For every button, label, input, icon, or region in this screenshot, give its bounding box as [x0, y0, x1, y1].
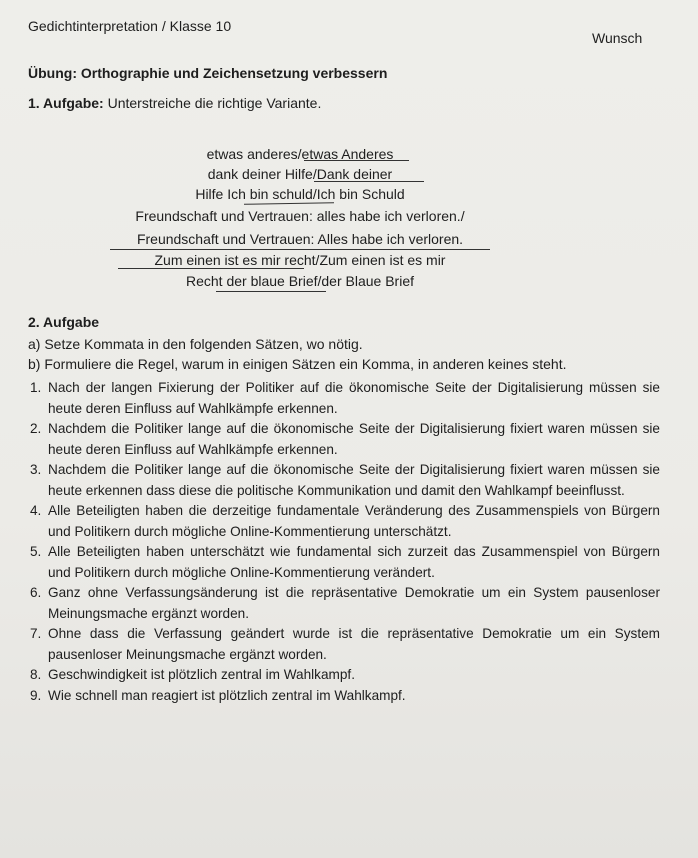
item-number: 8.: [30, 667, 42, 682]
underline-mark-5: [118, 268, 304, 269]
list-item: [30, 665, 660, 686]
task2-part-b: b) Formuliere die Regel, warum in einigen Sätzen ein Komma, in anderen keines steht.: [28, 356, 567, 372]
underline-mark-1: [304, 160, 409, 161]
list-item: [30, 419, 660, 460]
task1-heading: [28, 95, 321, 111]
task1-instruction: Unterstreiche die richtige Variante.: [107, 95, 322, 111]
variant-line-5: Freundschaft und Vertrauen: Alles habe ich verloren.: [136, 231, 464, 247]
variant-line-7: Recht der blaue Brief/der Blaue Brief: [185, 273, 414, 289]
variant-line-3: Hilfe Ich bin schuld/Ich bin Schuld: [195, 186, 405, 202]
task2-part-a: a) Setze Kommata in den folgenden Sätzen, wo nötig.: [28, 336, 363, 352]
list-item: [30, 460, 660, 501]
header-course: Gedichtinterpretation / Klasse 10: [28, 18, 232, 34]
item-text: Nach der langen Fixierung der Politiker auf die ökonomische Seite der Digitalisierung müssen sie heute deren Einfluss auf Wahlkämpfe erkennen.: [48, 380, 660, 416]
item-text: Wie schnell man reagiert ist plötzlich zentral im Wahlkampf.: [48, 687, 406, 703]
variant-line-6: Zum einen ist es mir recht/Zum einen ist es mir: [154, 252, 446, 268]
item-number: 1.: [30, 380, 42, 395]
variant-line-2: dank deiner Hilfe/Dank deiner: [207, 166, 393, 182]
list-item: [30, 542, 660, 583]
list-item: [30, 624, 660, 665]
item-number: 9.: [30, 687, 42, 703]
variant-line-4: Freundschaft und Vertrauen: alles habe ich verloren./: [135, 208, 465, 224]
underline-mark-6: [216, 291, 326, 292]
item-text: Alle Beteiligten haben die derzeitige fundamentale Veränderung des Zusammenspiels von Bürgern und Politikern durch mögliche Online-Kommentierung unterschätzt.: [48, 503, 660, 539]
item-text: Ganz ohne Verfassungsänderung ist die repräsentative Demokratie um ein System pausenloser Meinungsmache ergänzt worden.: [48, 585, 660, 621]
task2-label: 2. Aufgabe: [28, 314, 100, 330]
item-number: 7.: [30, 626, 42, 641]
item-number: 4.: [30, 503, 42, 518]
task1-label: 1. Aufgabe:: [28, 95, 104, 111]
list-item: [30, 378, 660, 419]
list-item: [30, 501, 660, 542]
item-text: Alle Beteiligten haben unterschätzt wie fundamental sich zurzeit das Zusammenspiel von Bürgern und Politikern durch mögliche Online-Kommentierung verändert.: [48, 544, 660, 580]
item-text: Nachdem die Politiker lange auf die ökonomische Seite der Digitalisierung fixiert waren müssen sie heute erkennen dass diese die politische Kommunikation und damit den Wahlkampf beeinflusst.: [48, 462, 660, 498]
list-item: [30, 583, 660, 624]
header-name: Wunsch: [592, 30, 643, 46]
item-text: Geschwindigkeit ist plötzlich zentral im Wahlkampf.: [48, 667, 355, 682]
item-text: Nachdem die Politiker lange auf die ökonomische Seite der Digitalisierung fixiert waren müssen sie heute deren Einfluss auf Wahlkämpfe erkennen.: [48, 421, 660, 457]
item-number: 6.: [30, 585, 42, 600]
item-number: 5.: [30, 544, 42, 559]
underline-mark-3: [244, 202, 334, 205]
item-number: 2.: [30, 421, 42, 436]
sentence-list: [30, 378, 660, 706]
variant-line-1: etwas anderes/etwas Anderes: [206, 146, 394, 162]
item-number: 3.: [30, 462, 42, 477]
item-text: Ohne dass die Verfassung geändert wurde ist die repräsentative Demokratie um ein System pausenloser Meinungsmache ergänzt worden.: [48, 626, 660, 662]
underline-mark-2: [314, 181, 424, 182]
page-title: Übung: Orthographie und Zeichensetzung verbessern: [28, 65, 388, 81]
list-item: [30, 686, 660, 707]
underline-mark-4: [110, 249, 490, 250]
